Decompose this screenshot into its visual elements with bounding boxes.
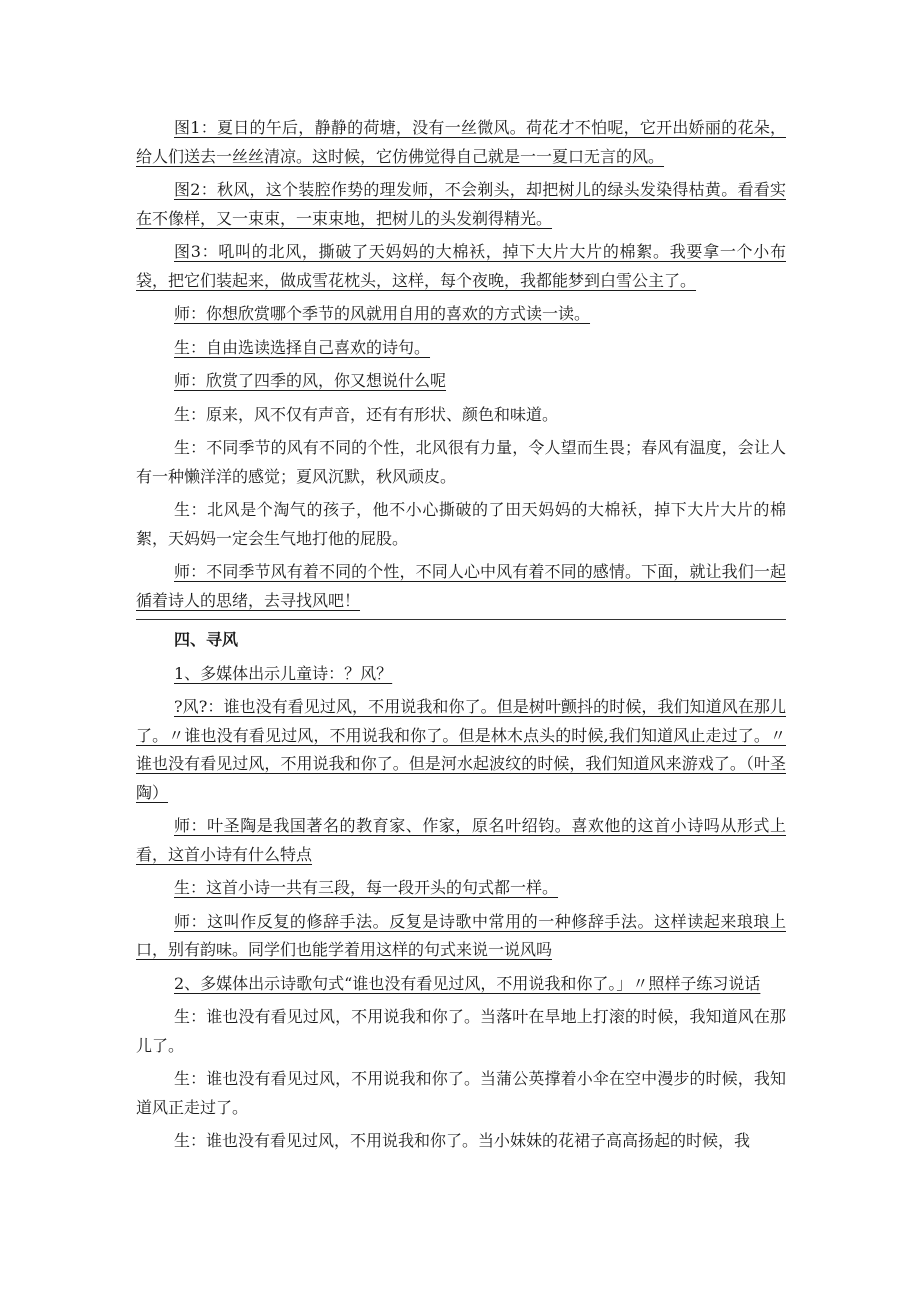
paragraph-figure-1: 图1：夏日的午后，静静的荷塘，没有一丝微风。荷花才不怕呢，它开出娇丽的花朵，给人们送去一丝丝清凉。这时候，它仿佛觉得自己就是一一夏口无言的风。 xyxy=(136,118,786,166)
paragraph-student-example-3: 生：谁也没有看见过风，不用说我和你了。当小妹妹的花裙子高高扬起的时候，我 xyxy=(174,1131,751,1150)
paragraph-teacher-question: 师：欣赏了四季的风，你又想说什么呢 xyxy=(174,371,447,390)
paragraph-student-example-1: 生：谁也没有看见过风，不用说我和你了。当落叶在旱地上打滚的时候，我知道风在那儿了。 xyxy=(136,1007,786,1055)
paragraph-student-answer-2: 生：不同季节的风有不同的个性，北风很有力量，令人望而生畏；春风有温度，会让人有一种懒洋洋的感觉；夏风沉默，秋风顽皮。 xyxy=(136,438,786,486)
paragraph-teacher-poet: 师：叶圣陶是我国著名的教育家、作家，原名叶绍钧。喜欢他的这首小诗吗从形式上看，这首小诗有什么特点 xyxy=(136,816,786,864)
paragraph-student-example-2: 生：谁也没有看见过风，不用说我和你了。当蒲公英撑着小伞在空中漫步的时候，我知道风正走过了。 xyxy=(136,1069,786,1117)
paragraph-media-1: 1、多媒体出示儿童诗：？风？ xyxy=(174,663,393,683)
paragraph-teacher-transition: 师：不同季节风有着不同的个性，不同人心中风有着不同的感情。下面，就让我们一起循着诗人的思绪，去寻找风吧！ xyxy=(136,562,786,610)
paragraph-student-answer-1: 生：原来，风不仅有声音，还有有形状、颜色和味道。 xyxy=(174,404,559,424)
paragraph-media-2: 2、多媒体出示诗歌句式“谁也没有看见过风，不用说我和你了。」〃照样子练习说话 xyxy=(174,973,761,993)
paragraph-student-structure: 生：这首小诗一共有三段，每一段开头的句式都一样。 xyxy=(174,878,559,897)
section-heading: 四、寻风 xyxy=(174,630,239,649)
paragraph-teacher-read: 师：你想欣赏哪个季节的风就用自用的喜欢的方式读一读。 xyxy=(174,304,591,323)
paragraph-student-read: 生：自由选读选择自己喜欢的诗句。 xyxy=(174,337,431,357)
paragraph-figure-3: 图3：吼叫的北风，撕破了天妈妈的大棉袄，掉下大片大片的棉絮。我要拿一个小布袋，把它们装起来，做成雪花枕头，这样，每个夜晚，我都能梦到白雪公主了。 xyxy=(136,242,786,290)
document-body xyxy=(136,114,786,1156)
paragraph-student-answer-3: 生：北风是个淘气的孩子，他不小心撕破的了田天妈妈的大棉袄，掉下大片大片的棉絮，天妈妈一定会生气地打他的屁股。 xyxy=(136,500,786,548)
paragraph-poem: ?风?：谁也没有看见过风，不用说我和你了。但是树叶颤抖的时候，我们知道风在那儿了。〃谁也没有看见过风，不用说我和你了。但是林木点头的时候,我们知道风止走过了。〃谁也没有看见过风，不用说我和你了。但是河水起波纹的时候，我们知道风来游戏了。（叶圣陶） xyxy=(136,697,786,802)
section-divider xyxy=(136,619,786,620)
paragraph-figure-2: 图2：秋风，这个装腔作势的理发师，不会剃头，却把树儿的绿头发染得枯黄。看看实在不像样，又一束束，一束束地，把树儿的头发剃得精光。 xyxy=(136,180,786,228)
paragraph-teacher-rhetoric: 师：这叫作反复的修辞手法。反复是诗歌中常用的一种修辞手法。这样读起来琅琅上口，别有韵味。同学们也能学着用这样的句式来说一说风吗 xyxy=(136,911,786,959)
